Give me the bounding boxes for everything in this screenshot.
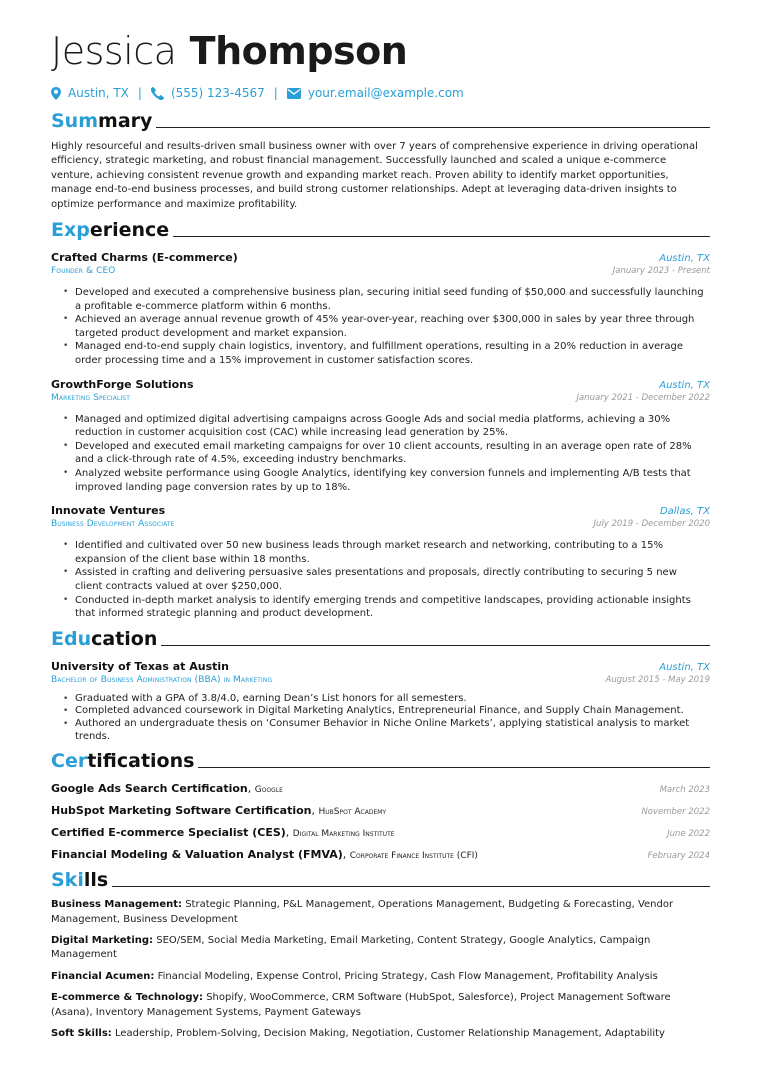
section-divider	[161, 645, 710, 646]
list-item: • Developed and executed email marketing campaigns for over 10 client accounts, resulting in an average open rate of 28% and a click-through rate of 4.5%, exceeding industry benchmarks.	[75, 440, 710, 467]
job-location: Dallas, TX	[659, 506, 710, 518]
experience-entry	[51, 378, 710, 495]
certification-date: June 2022	[667, 829, 710, 840]
contact-separator: |	[137, 86, 142, 100]
certification-issuer: Corporate Finance Institute (CFI)	[349, 851, 478, 862]
skill-list: Leadership, Problem-Solving, Decision Making, Negotiation, Customer Relationship Management, Adaptability	[114, 1027, 665, 1039]
skill-list: Shopify, WooCommerce, CRM Software (HubSpot, Salesforce), Project Management Software (Asana), Inventory Management Systems, Payment Gateways	[51, 992, 671, 1018]
certification-date: November 2022	[641, 807, 710, 818]
skill-category: Soft Skills:	[51, 1027, 112, 1039]
section-title: Certifications	[51, 750, 195, 773]
phone-text[interactable]: (555) 123-4567	[170, 86, 265, 100]
experience-list	[51, 251, 710, 621]
skill-category: Digital Marketing:	[51, 934, 154, 946]
list-item: • Graduated with a GPA of 3.8/4.0, earning Dean’s List honors for all semesters.	[75, 693, 710, 706]
company-name: Crafted Charms (E-commerce)	[51, 251, 238, 265]
certification-label: Certified E-commerce Specialist (CES), Digital Marketing Institute	[51, 826, 395, 840]
job-title: Marketing Specialist	[51, 392, 130, 403]
list-item: • Conducted in-depth market analysis to identify emerging trends and competitive landscapes, providing actionable insights that informed strategic planning and product development.	[75, 594, 710, 621]
certification-item	[51, 848, 710, 861]
entry-subheader	[51, 266, 710, 276]
first-name: Jessica	[51, 29, 177, 73]
job-location: Austin, TX	[659, 379, 710, 391]
school-location: Austin, TX	[659, 661, 710, 673]
skill-list: Strategic Planning, P&L Management, Operations Management, Budgeting & Forecasting, Vendor Management, Business Development	[51, 899, 674, 925]
skills-list	[51, 898, 710, 1041]
skill-category: E-commerce & Technology:	[51, 992, 204, 1004]
contact-email[interactable]	[287, 86, 464, 100]
list-item: • Identified and cultivated over 50 new business leads through market research and networking, contributing to a 15% expansion of the client base within 18 months.	[75, 539, 710, 566]
job-dates: July 2019 - December 2020	[593, 519, 710, 530]
contact-location	[51, 86, 129, 100]
list-item: • Achieved an average annual revenue growth of 45% year-over-year, reaching over $300,000 in sales by year three through targeted product development and market expansion.	[75, 313, 710, 340]
envelope-icon	[287, 88, 301, 99]
entry-subheader	[51, 393, 710, 403]
certification-name: Google Ads Search Certification	[51, 782, 248, 796]
phone-icon	[151, 87, 164, 100]
summary-heading	[51, 110, 710, 132]
job-dates: January 2021 - December 2022	[576, 392, 710, 403]
skill-category: Financial Acumen:	[51, 970, 155, 982]
skill-category: Business Management:	[51, 899, 183, 911]
education-entry	[51, 660, 710, 743]
certification-date: March 2023	[659, 785, 710, 796]
company-name: Innovate Ventures	[51, 504, 166, 518]
job-dates: January 2023 - Present	[612, 266, 710, 277]
entry-header	[51, 660, 710, 673]
section-divider	[198, 767, 710, 768]
certification-issuer: HubSpot Academy	[318, 807, 387, 818]
entry-header	[51, 504, 710, 517]
certification-label: HubSpot Marketing Software Certification, HubSpot Academy	[51, 804, 387, 818]
certification-item	[51, 826, 710, 839]
experience-entry	[51, 251, 710, 368]
certification-issuer: Digital Marketing Institute	[292, 829, 395, 840]
certification-label: Financial Modeling & Valuation Analyst (FMVA), Corporate Finance Institute (CFI)	[51, 848, 478, 862]
list-item: • Authored an undergraduate thesis on ‘Consumer Behavior in Niche Online Markets’, applying statistical analysis to market trends.	[75, 718, 710, 743]
map-marker-icon	[51, 87, 61, 100]
section-title: Skills	[51, 869, 109, 892]
contact-bar	[51, 82, 710, 104]
certification-issuer: Google	[254, 785, 283, 796]
section-title: Summary	[51, 110, 153, 132]
certifications-heading	[51, 750, 710, 772]
skill-line	[51, 898, 710, 927]
list-item: • Completed advanced coursework in Digital Marketing Analytics, Entrepreneurial Finance, and Supply Chain Management.	[75, 705, 710, 718]
achievement-list	[51, 286, 710, 368]
list-item: • Developed and executed a comprehensive business plan, securing initial seed funding of $50,000 and successfully launching a profitable e-commerce platform within 6 months.	[75, 286, 710, 313]
entry-header	[51, 251, 710, 264]
certifications-list	[51, 782, 710, 861]
summary-text: Highly resourceful and results-driven small business owner with over 7 years of comprehensive experience in driving operational efficiency, strategic marketing, and robust financial management. Successfully launched and scaled a unique e-commerce venture, achieving consistent revenue growth and expanding market reach. Proven ability to identify market opportunities, manage end-to-end business processes, and build strong customer relationships. Adept at leveraging data-driven insights to optimize performance and maximize profitability.	[51, 141, 698, 210]
list-item: • Managed end-to-end supply chain logistics, inventory, and fulfillment operations, resulting in a 20% reduction in average order processing time and a 15% improvement in customer satisfaction scores.	[75, 340, 710, 367]
education-heading	[51, 628, 710, 650]
skill-line	[51, 970, 710, 984]
section-divider	[112, 886, 710, 887]
email-link[interactable]: your.email@example.com	[307, 86, 464, 100]
skill-line	[51, 934, 710, 963]
experience-entry	[51, 504, 710, 621]
skill-list: SEO/SEM, Social Media Marketing, Email Marketing, Content Strategy, Google Analytics, Campaign Management	[51, 934, 651, 961]
contact-separator: |	[273, 86, 278, 100]
candidate-name	[51, 26, 710, 76]
last-name: Thompson	[189, 29, 408, 73]
certification-name: Certified E-commerce Specialist (CES)	[51, 826, 286, 840]
skill-line	[51, 991, 710, 1020]
list-item: • Assisted in crafting and delivering persuasive sales presentations and proposals, directly contributing to securing 5 new client contracts valued at over $250,000.	[75, 566, 710, 593]
certification-name: HubSpot Marketing Software Certification	[51, 804, 312, 818]
certification-item	[51, 804, 710, 817]
certification-label: Google Ads Search Certification, Google	[51, 782, 283, 796]
achievement-list	[51, 413, 710, 495]
skill-list: Financial Modeling, Expense Control, Pricing Strategy, Cash Flow Management, Profitability Analysis	[157, 970, 658, 982]
skill-line	[51, 1027, 710, 1041]
contact-phone[interactable]	[151, 86, 265, 100]
skills-heading	[51, 869, 710, 891]
experience-heading	[51, 219, 710, 241]
job-location: Austin, TX	[659, 253, 710, 265]
location-text: Austin, TX	[68, 86, 129, 100]
degree: Bachelor of Business Administration (BBA) in Marketing	[51, 674, 273, 685]
section-title: Education	[51, 627, 158, 650]
certification-item	[51, 782, 710, 795]
list-item: • Analyzed website performance using Google Analytics, identifying key conversion funnels and implementing A/B tests that improved landing page conversion rates by up to 18%.	[75, 467, 710, 494]
school-name: University of Texas at Austin	[51, 659, 229, 673]
education-list	[51, 660, 710, 743]
job-title: Founder & CEO	[51, 266, 116, 277]
job-title: Business Development Associate	[51, 519, 175, 530]
certification-name: Financial Modeling & Valuation Analyst (FMVA)	[51, 848, 343, 862]
entry-header	[51, 378, 710, 391]
entry-subheader	[51, 519, 710, 529]
section-title: Experience	[51, 219, 170, 242]
list-item: • Managed and optimized digital advertising campaigns across Google Ads and social media platforms, achieving a 30% reduction in customer acquisition cost (CAC) while increasing lead generation by 25%.	[75, 413, 710, 440]
entry-subheader	[51, 675, 710, 685]
certification-date: February 2024	[647, 851, 710, 862]
education-dates: August 2015 - May 2019	[605, 674, 710, 685]
section-divider	[156, 127, 710, 128]
company-name: GrowthForge Solutions	[51, 377, 194, 391]
education-details	[51, 693, 710, 743]
section-divider	[173, 236, 710, 237]
achievement-list	[51, 539, 710, 621]
